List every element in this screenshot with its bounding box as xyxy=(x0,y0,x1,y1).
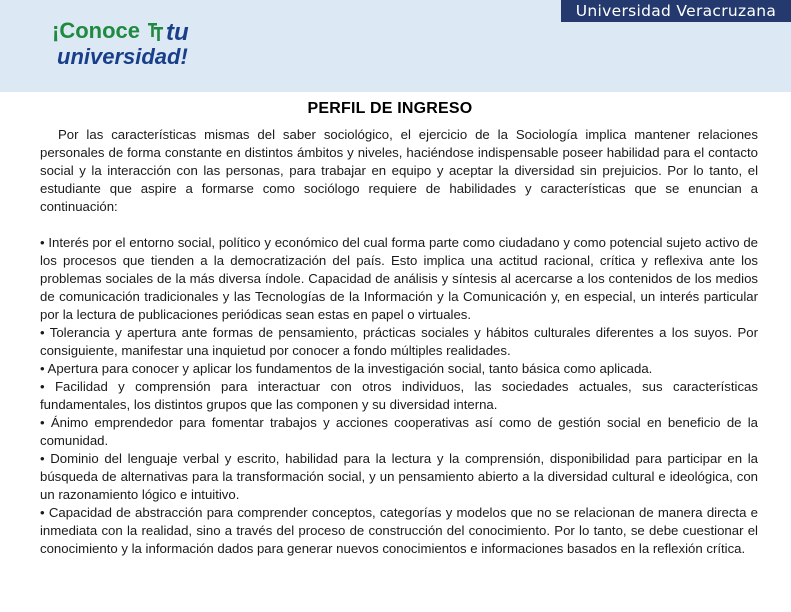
logo-line-1 xyxy=(52,18,140,44)
bullet-item: • Apertura para conocer y aplicar los fundamentos de la investigación social, tanto básica como aplicada. xyxy=(40,361,653,376)
logo-text-universidad: universidad! xyxy=(57,44,188,69)
page-title: PERFIL DE INGRESO xyxy=(307,100,473,117)
logo-text-conoce: ¡Conoce xyxy=(52,18,140,43)
bullet-item: • Dominio del lenguaje verbal y escrito, habilidad para la lectura y la comprensión, disponibilidad para participar en la búsqueda de alternativas para la transformación social, y un pensamiento abierto a la diversidad cultural e ideológica, con un razonamiento lógico e intuitivo. xyxy=(40,451,758,502)
bullet-item: • Facilidad y comprensión para interactuar con otros individuos, las sociedades actuales, sus características fundamentales, los distintos grupos que las componen y su diversidad interna. xyxy=(40,379,758,412)
header-banner xyxy=(0,0,791,92)
bullet-item: • Capacidad de abstracción para comprender conceptos, categorías y modelos que no se relacionan de manera directa e inmediata con la realidad, sino a través del proceso de construcción del conocimiento. Por lo tanto, se debe cuestionar el conocimiento y la información dados para generar nuevos conocimientos e informaciones basados en la reflexión crítica. xyxy=(40,505,758,556)
logo-line-2 xyxy=(57,44,188,70)
intro-paragraph: Por las características mismas del saber sociológico, el ejercicio de la Sociología implica mantener relaciones personales de forma constante en distintos ámbitos y niveles, haciéndose indispensable poseer habilidad para el contacto social y la interacción con las personas, para trabajar en equipo y aceptar la diversidad sin prejuicios. Por lo tanto, el estudiante que aspire a formarse como sociólogo requiere de habilidades y características que se enuncian a continuación: xyxy=(40,127,758,214)
document-body xyxy=(40,126,758,558)
bullet-item: • Interés por el entorno social, político y económico del cual forma parte como ciudadano y como potencial sujeto activo de los procesos que tienden a la democratización del país. Esto implica una actitud racional, crítica y reflexiva ante los problemas sociales de la más diversa índole. Capacidad de análisis y síntesis al acercarse a los contenidos de los medios de comunicación tradicionales y las Tecnologías de la Información y la Comunicación y, en especial, un interés particular por la lectura de publicaciones periódicas sean estas en papel o virtuales. xyxy=(40,235,758,322)
logo-text-tu: tu xyxy=(166,19,189,46)
bullet-item: • Ánimo emprendedor para fomentar trabajos y acciones cooperativas así como de gestión social en beneficio de la comunidad. xyxy=(40,415,758,448)
conoce-tu-universidad-logo xyxy=(52,18,202,73)
institution-name-bar: Universidad Veracruzana xyxy=(561,0,791,22)
bullet-item: • Tolerancia y apertura ante formas de pensamiento, prácticas sociales y hábitos culturales diferentes a los suyos. Por consiguiente, manifestar una inquietud por conocer a fondo múltiples realidades. xyxy=(40,325,758,358)
